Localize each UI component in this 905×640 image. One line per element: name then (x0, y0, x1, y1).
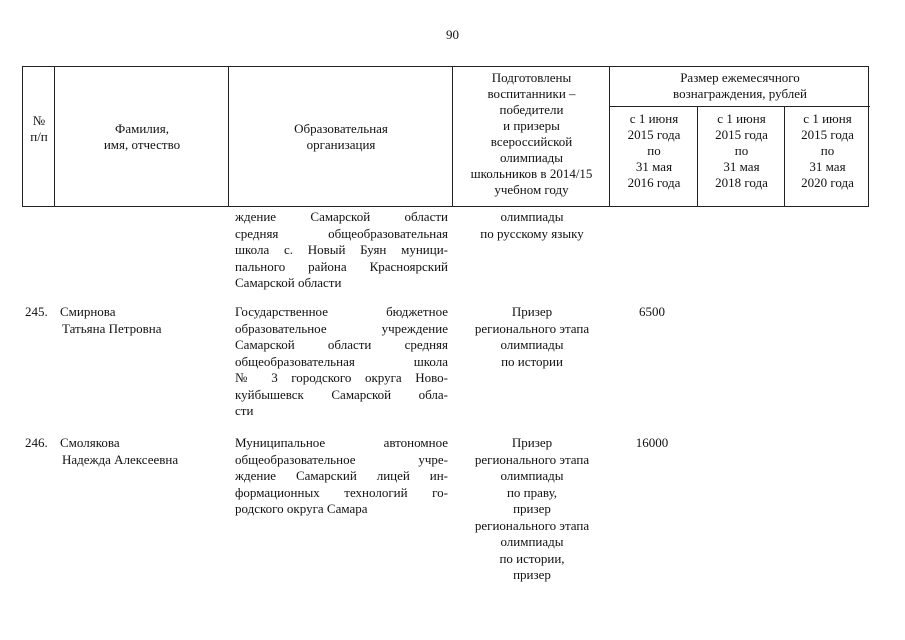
header-num-column (23, 67, 55, 206)
header-prep-label: Подготовлены воспитанники – победители и призеры всероссийской олимпиады школьников в 2014/15 учебном году (470, 70, 593, 197)
table-header (22, 66, 869, 207)
header-award-title: Размер ежемесячного вознаграждения, рублей (610, 67, 870, 107)
header-award-column (610, 67, 870, 206)
header-org-column (229, 67, 453, 206)
row-amount-2016: 16000 (635, 435, 669, 450)
row-name: Смолякова Надежда Алексеевна (60, 435, 179, 467)
row-number: 246. (25, 435, 48, 450)
row-org: Государственное бюджетное образовательное учреждение Самарской области средняя общеобразовательная школа № 3 городского округа Ново- куйбышевск Самарской обла- сти (235, 304, 448, 418)
header-name-column (55, 67, 229, 206)
header-name-label: Фамилия, имя, отчество (103, 121, 181, 152)
row-amount-2016: 6500 (639, 304, 665, 319)
header-award-period-2020: с 1 июня 2015 года по 31 мая 2020 года (801, 111, 854, 190)
row-prep: Призер регионального этапа олимпиады по праву, призер регионального этапа олимпиады по истории, призер (474, 435, 590, 582)
header-prep-column (453, 67, 610, 206)
row-org: Муниципальное автономное общеобразовательное учре- ждение Самарский лицей ин- формационных технологий го- родского округа Самара (235, 435, 448, 516)
header-award-period-2018: с 1 июня 2015 года по 31 мая 2018 года (698, 107, 785, 207)
header-num-label: № п/п (30, 113, 48, 144)
row-prep: Призер регионального этапа олимпиады по истории (474, 304, 590, 369)
header-org-label: Образовательная организация (294, 121, 388, 152)
continuation-org: ждение Самарской области средняя общеобразовательная школа с. Новый Буян муници- пального района Красноярский Самарской области (235, 209, 448, 290)
row-number: 245. (25, 304, 48, 319)
row-name: Смирнова Татьяна Петровна (60, 304, 162, 336)
continuation-prep: олимпиады по русскому языку (480, 209, 584, 241)
header-award-period-2016: с 1 июня 2015 года по 31 мая 2016 года (610, 107, 698, 207)
page-number: 90 (446, 27, 459, 42)
